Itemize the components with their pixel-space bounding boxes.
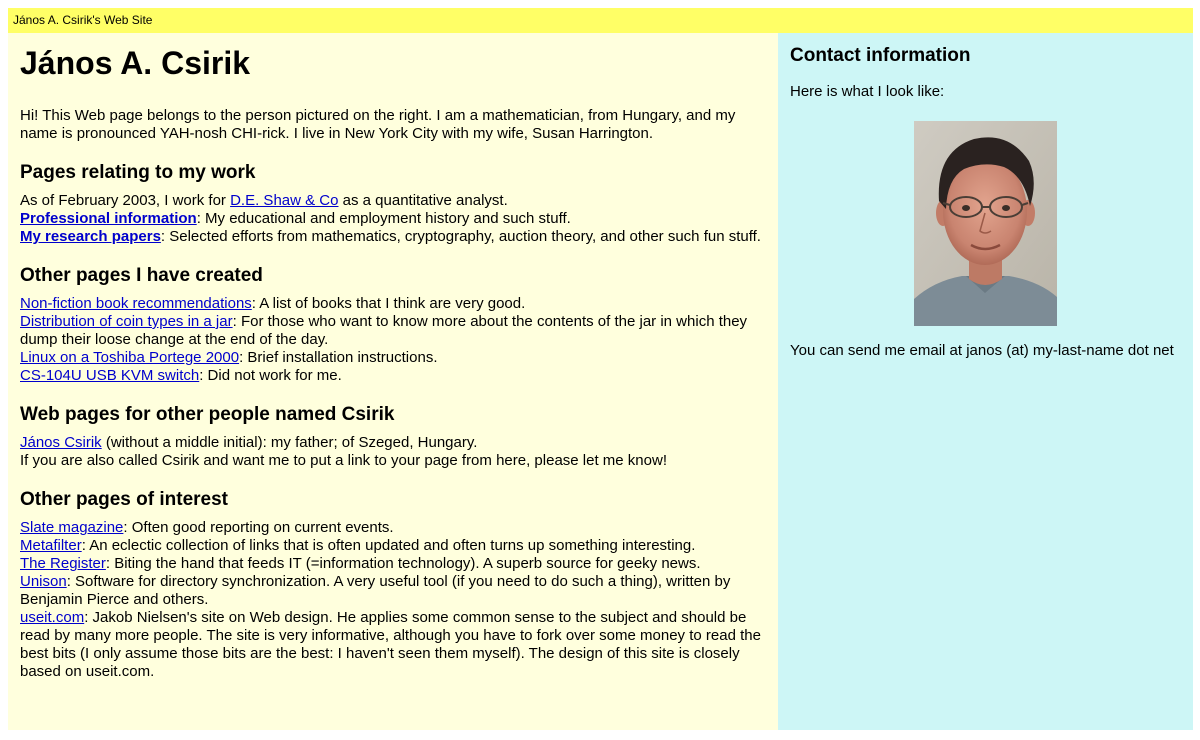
- professional-info-text: : My educational and employment history and such stuff.: [196, 210, 571, 227]
- register-link[interactable]: The Register: [20, 555, 106, 572]
- list-item-text: : A list of books that I think are very good.: [251, 295, 526, 312]
- professional-info-link[interactable]: Professional information: [20, 210, 197, 227]
- work-heading: Pages relating to my work: [20, 162, 256, 183]
- work-line-pre: As of February 2003, I work for: [20, 192, 231, 209]
- coin-distribution-link[interactable]: Distribution of coin types in a jar: [20, 313, 233, 330]
- page-title: János A. Csirik: [20, 45, 251, 81]
- kvm-switch-link[interactable]: CS-104U USB KVM switch: [20, 367, 200, 384]
- list-item-text: : Software for directory synchronization. A very useful tool (if you need to do such a thing), written by Benjamin Pierce and others.: [20, 573, 731, 608]
- linux-toshiba-link[interactable]: Linux on a Toshiba Portege 2000: [20, 349, 240, 366]
- other-created-list: [20, 295, 766, 385]
- csirik-text: (without a middle initial): my father; of Szeged, Hungary.: [101, 434, 478, 451]
- contact-heading: Contact information: [790, 45, 971, 66]
- main-content: [8, 33, 778, 730]
- list-item-text: : For those who want to know more about the contents of the jar in which they dump their loose change at the end of the day.: [20, 313, 748, 348]
- useit-link[interactable]: useit.com: [20, 609, 85, 626]
- list-item-text: : Did not work for me.: [199, 367, 342, 384]
- list-item-text: : Jakob Nielsen's site on Web design. He applies some common sense to the subject and should be read by many more people. The site is very informative, although you have to fork over some money to read the best bits (I only assume those bits are the best: I haven't seen them myself). The design of this site is closely based on useit.com.: [20, 609, 761, 680]
- csirik-invite-text: If you are also called Csirik and want me to put a link to your page from here, please let me know!: [20, 452, 667, 469]
- sidebar: [778, 33, 1193, 730]
- interest-heading: Other pages of interest: [20, 489, 228, 510]
- research-papers-link[interactable]: My research papers: [20, 228, 161, 245]
- csirik-section: [20, 434, 766, 470]
- book-recommendations-link[interactable]: Non-fiction book recommendations: [20, 295, 252, 312]
- slate-link[interactable]: Slate magazine: [20, 519, 124, 536]
- work-line-post: as a quantitative analyst.: [338, 192, 508, 209]
- site-title: János A. Csirik's Web Site: [13, 13, 153, 27]
- list-item-text: : Brief installation instructions.: [239, 349, 438, 366]
- research-papers-text: : Selected efforts from mathematics, cryptography, auction theory, and other such fun stuff.: [160, 228, 761, 245]
- unison-link[interactable]: Unison: [20, 573, 67, 590]
- intro-paragraph: Hi! This Web page belongs to the person pictured on the right. I am a mathematician, from Hungary, and my name is pronounced YAH-nosh CHI-rick. I live in New York City with my wife, Susan Harrington.: [20, 107, 736, 142]
- list-item-text: : Biting the hand that feeds IT (=information technology). A superb source for geeky news.: [105, 555, 701, 572]
- metafilter-link[interactable]: Metafilter: [20, 537, 82, 554]
- other-created-heading: Other pages I have created: [20, 265, 263, 286]
- email-text: You can send me email at janos (at) my-last-name dot net: [790, 342, 1174, 359]
- portrait-photo: [914, 121, 1057, 326]
- csirik-heading: Web pages for other people named Csirik: [20, 404, 395, 425]
- work-section: [20, 192, 766, 246]
- interest-list: [20, 519, 766, 681]
- portrait-image: [914, 121, 1057, 326]
- janos-csirik-link[interactable]: János Csirik: [20, 434, 102, 451]
- look-text: Here is what I look like:: [790, 83, 945, 100]
- photo-container: [790, 121, 1181, 326]
- list-item-text: : An eclectic collection of links that is often updated and often turns up something interesting.: [81, 537, 696, 554]
- list-item-text: : Often good reporting on current events.: [123, 519, 394, 536]
- deshaw-link[interactable]: D.E. Shaw & Co: [230, 192, 339, 209]
- site-title-bar: [8, 8, 1193, 33]
